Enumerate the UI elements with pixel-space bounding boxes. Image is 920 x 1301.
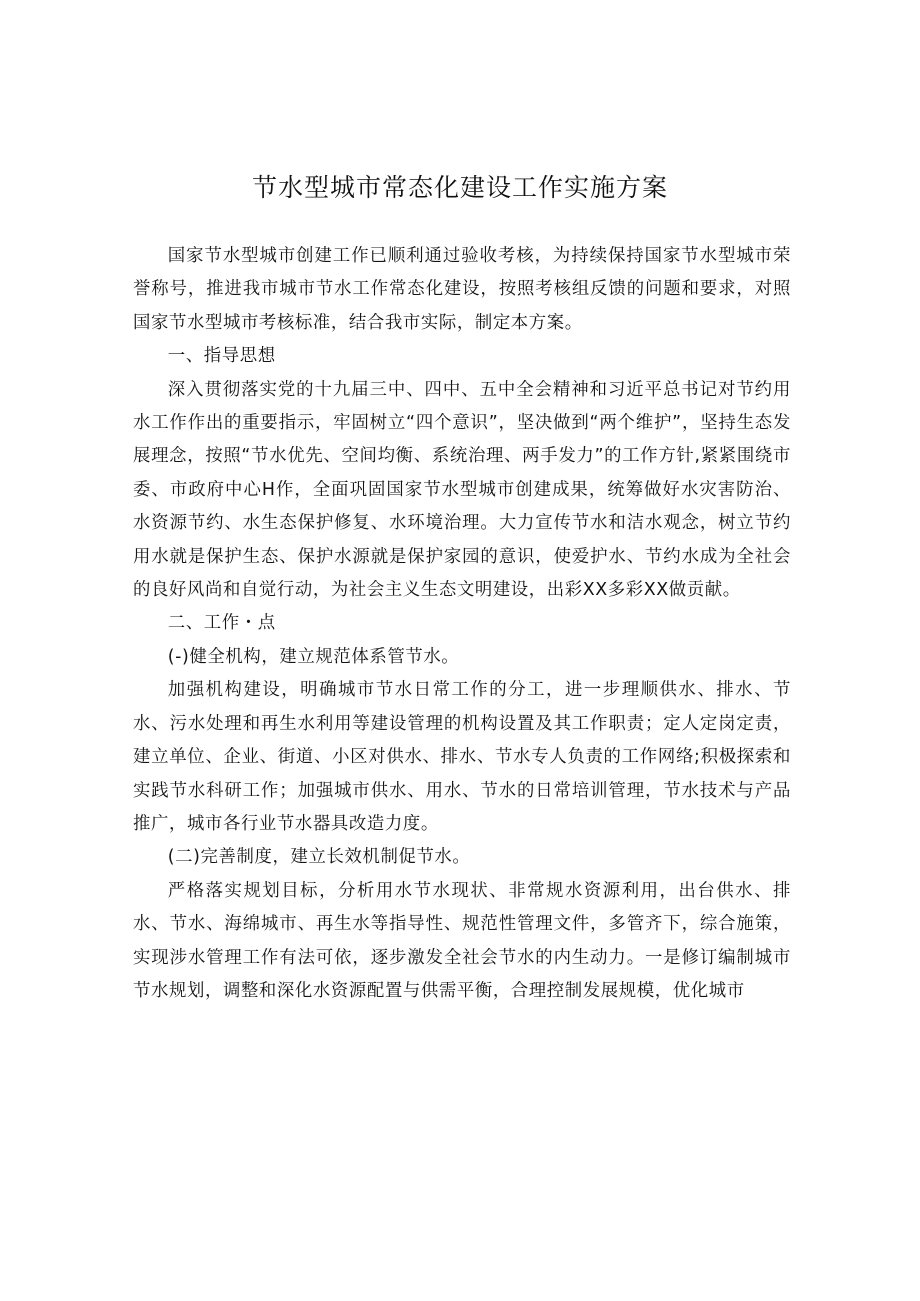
intro-paragraph: 国家节水型城市创建工作已顺利通过验收考核，为持续保持国家节水型城市荣誉称号，推进我市城市节水工作常态化建设，按照考核组反馈的问题和要求，对照国家节水型城市考核标准，结合我市实际，制定本方案。 <box>133 246 791 333</box>
systems-paragraph: 严格落实规划目标，分析用水节水现状、非常规水资源利用，出台供水、排水、节水、海绵城市、再生水等指导性、规范性管理文件，多管齐下，综合施策，实现涉水管理工作有法可依，逐步激发全社会节水的内生动力。一是修订编制城市节水规划，调整和深化水资源配置与供需平衡，合理控制发展规模，优化城市 <box>133 880 791 1001</box>
section-heading-work-focus: 二、工作・点 <box>167 613 276 634</box>
subsection-heading-systems: (二)完善制度，建立长效机制促节水。 <box>167 847 471 868</box>
institutions-paragraph: 加强机构建设，明确城市节水日常工作的分工，进一步理顺供水、排水、节水、污水处理和再生水利用等建设管理的机构设置及其工作职责；定人定岗定责，建立单位、企业、街道、小区对供水、排水、节水专人负责的工作网络;积极探索和实践节水科研工作；加强城市供水、用水、节水的日常培训管理，节水技术与产品推广，城市各行业节水器具改造力度。 <box>133 680 791 834</box>
section-heading-guiding-ideology: 一、指导思想 <box>167 346 276 367</box>
subsection-heading-institutions: (-)健全机构，建立规范体系管节水。 <box>167 646 460 667</box>
document-title: 节水型城市常态化建设工作实施方案 <box>251 173 668 202</box>
document-body <box>133 240 791 1008</box>
guiding-ideology-paragraph: 深入贯彻落实党的十九届三中、四中、五中全会精神和习近平总书记对节约用水工作作出的重要指示，牢固树立“四个意识”，坚决做到“两个维护”，坚持生态发展理念，按照“节水优先、空间均衡、系统治理、两手发力”的工作方针,紧紧围绕市委、市政府中心H作，全面巩固国家节水型城市创建成果，统筹做好水灾害防治、水资源节约、水生态保护修复、水环境治理。大力宣传节水和洁水观念，树立节约用水就是保护生态、保护水源就是保护家园的意识，使爱护水、节约水成为全社会的良好风尚和自觉行动，为社会主义生态文明建设，出彩XX多彩XX做贡献。 <box>133 379 791 601</box>
